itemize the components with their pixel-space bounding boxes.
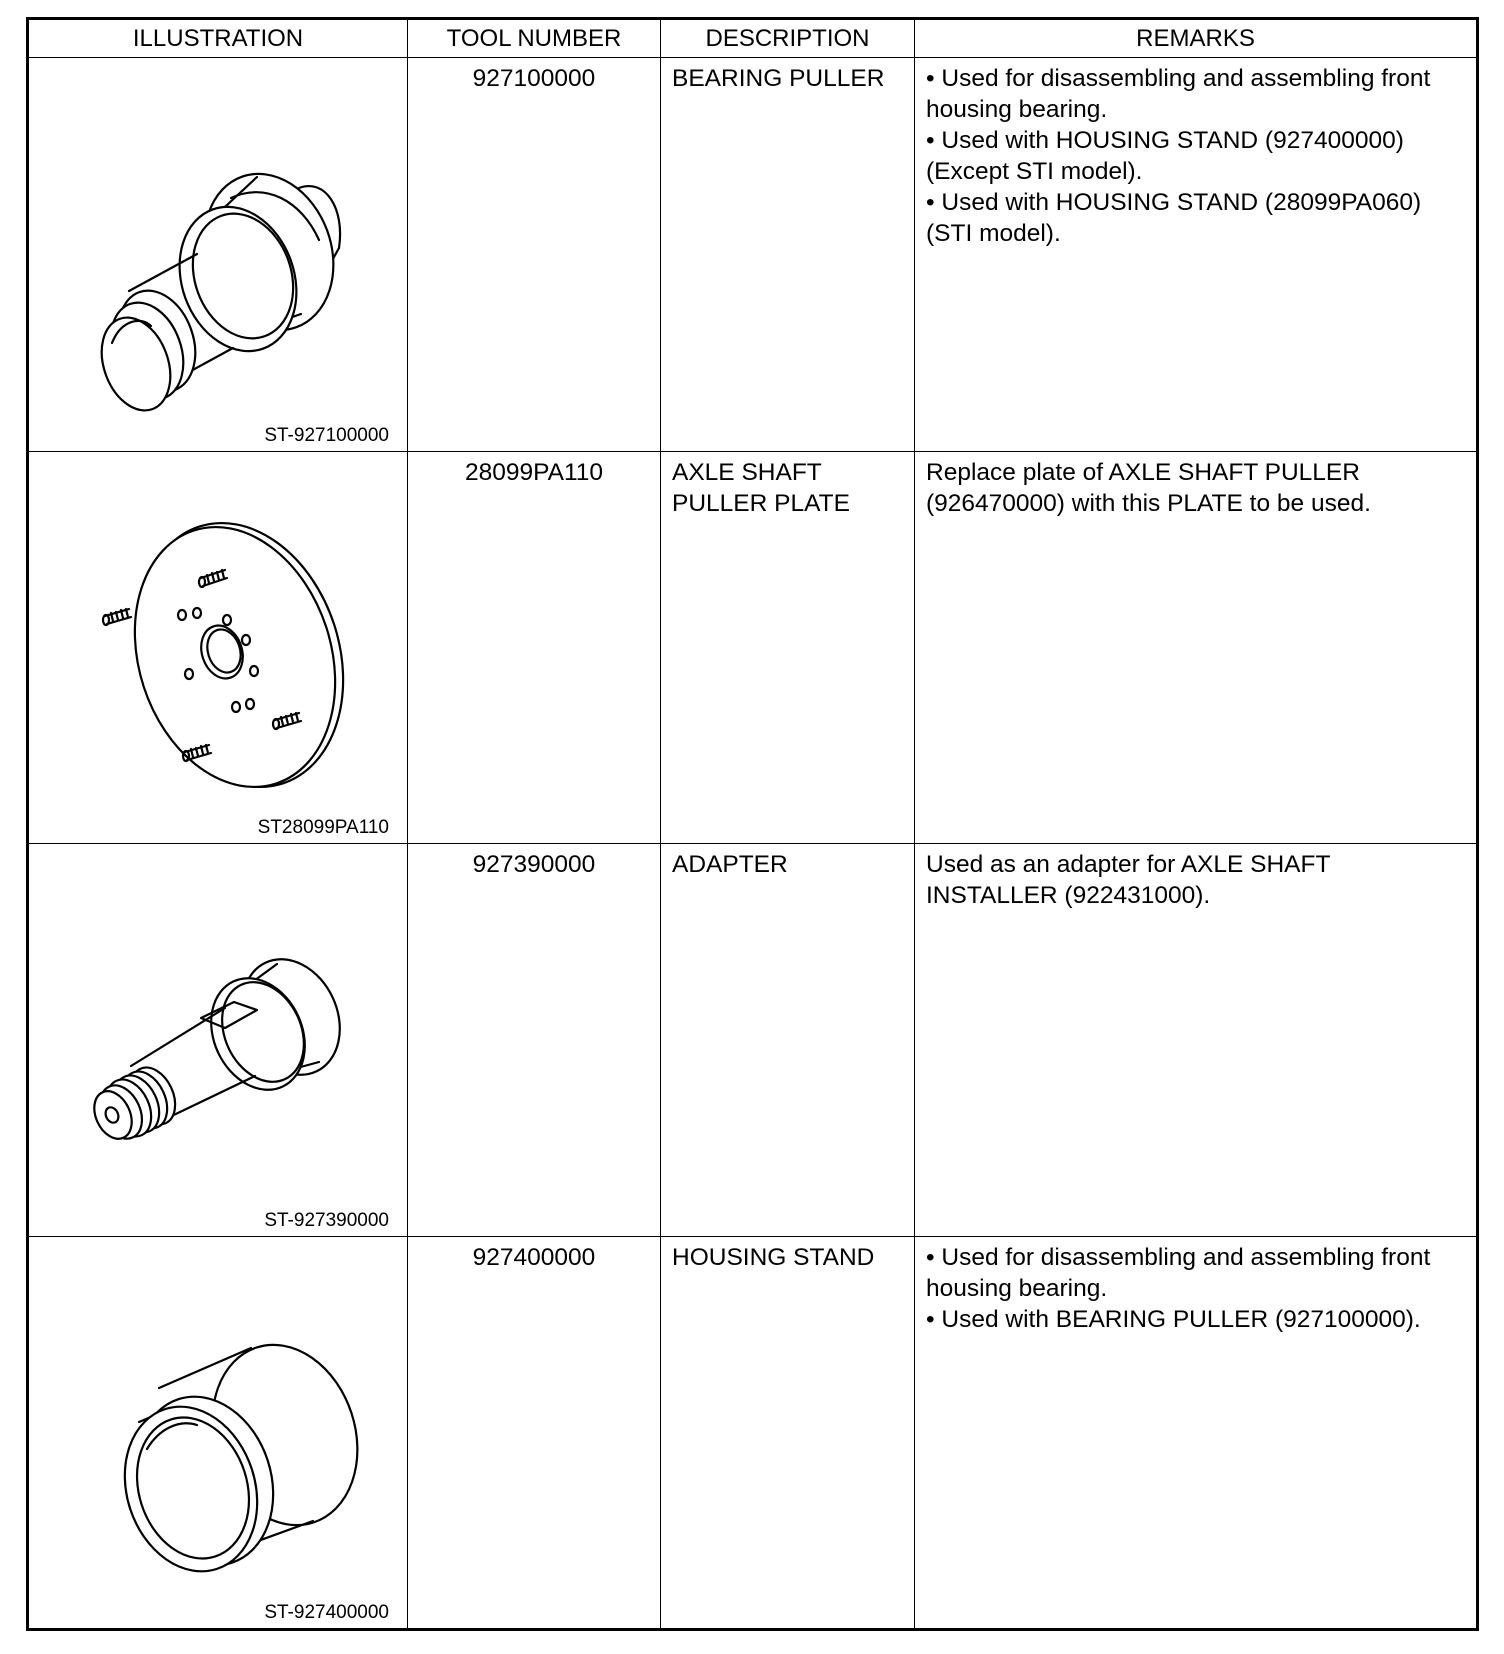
tool-number-cell: 927100000 xyxy=(408,58,661,452)
remarks-cell xyxy=(915,844,1478,1237)
header-tool-number: TOOL NUMBER xyxy=(408,19,661,58)
remark-line: • Used with BEARING PULLER (927100000). xyxy=(926,1306,1421,1334)
remark-line: • Used with HOUSING STAND (927400000) (Except STI model). xyxy=(926,127,1404,185)
housing-stand-illustration xyxy=(29,1237,409,1629)
description-cell: HOUSING STAND xyxy=(661,1237,915,1630)
tool-number-cell: 927390000 xyxy=(408,844,661,1237)
puller-plate-illustration xyxy=(29,452,409,844)
adapter-illustration xyxy=(29,844,409,1236)
tool-number-cell: 927400000 xyxy=(408,1237,661,1630)
description-cell: BEARING PULLER xyxy=(661,58,915,452)
remarks-cell xyxy=(915,1237,1478,1630)
illustration-code: ST28099PA110 xyxy=(257,817,389,839)
illustration-cell xyxy=(28,58,408,452)
illustration-cell xyxy=(28,844,408,1237)
bearing-puller-illustration xyxy=(29,58,409,451)
description-cell: AXLE SHAFT PULLER PLATE xyxy=(661,451,915,844)
description-cell: ADAPTER xyxy=(661,844,915,1237)
remark-line: • Used with HOUSING STAND (28099PA060) (STI model). xyxy=(926,189,1422,247)
illustration-cell xyxy=(28,451,408,844)
header-illustration: ILLUSTRATION xyxy=(28,19,408,58)
stud xyxy=(103,609,131,625)
remarks-cell xyxy=(915,451,1478,844)
remark-line: • Used for disassembling and assembling front housing bearing. xyxy=(926,65,1431,123)
remark-line: Replace plate of AXLE SHAFT PULLER (926470000) with this PLATE to be used. xyxy=(926,458,1371,517)
tool-number-cell: 28099PA110 xyxy=(408,451,661,844)
remark-line: Used as an adapter for AXLE SHAFT INSTALLER (922431000). xyxy=(926,851,1331,910)
table-header-row xyxy=(28,19,1478,58)
table-row xyxy=(28,451,1478,844)
table-row xyxy=(28,1237,1478,1630)
illustration-cell xyxy=(28,1237,408,1630)
table-row xyxy=(28,58,1478,452)
header-description: DESCRIPTION xyxy=(661,19,915,58)
illustration-code: ST-927390000 xyxy=(264,1210,389,1232)
remark-line: • Used for disassembling and assembling front housing bearing. xyxy=(926,1244,1431,1303)
illustration-code: ST-927100000 xyxy=(264,424,389,446)
header-remarks: REMARKS xyxy=(915,19,1478,58)
table-row xyxy=(28,844,1478,1237)
remarks-cell xyxy=(915,58,1478,452)
illustration-code: ST-927400000 xyxy=(264,1602,389,1623)
special-tools-table xyxy=(26,17,1479,1631)
